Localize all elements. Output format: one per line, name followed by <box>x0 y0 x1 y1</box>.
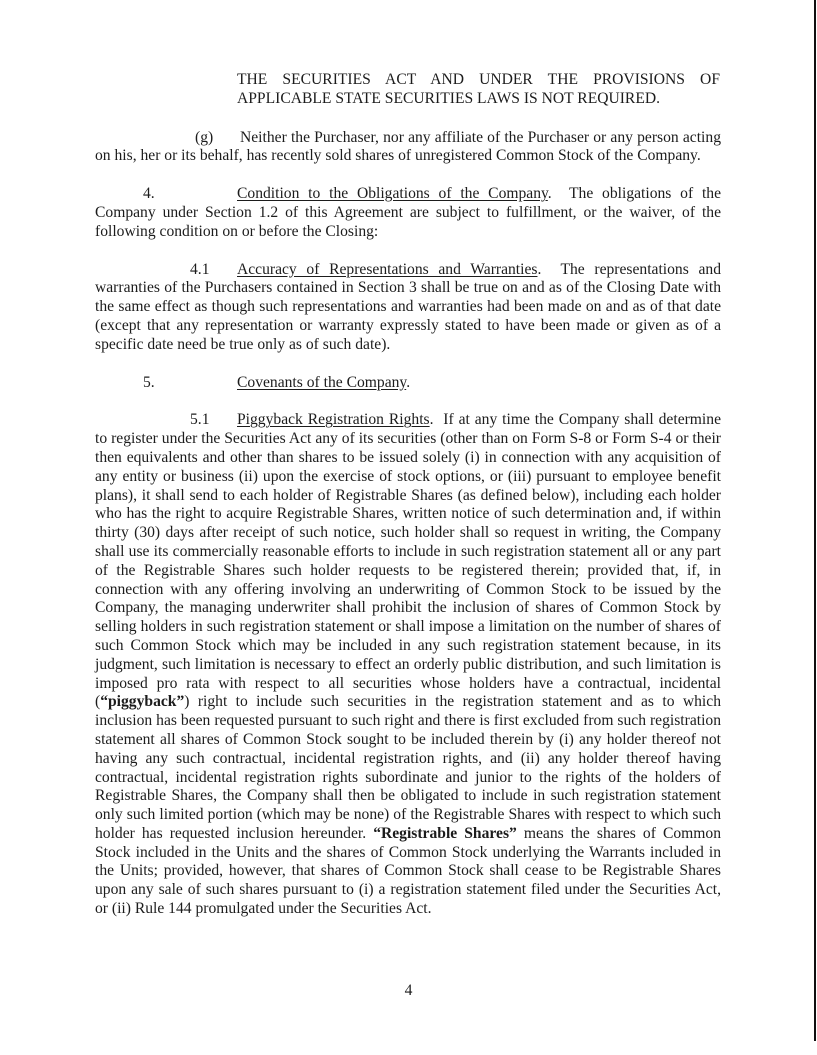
scan-edge-line <box>814 0 816 1041</box>
section-5-1-heading: Piggyback Registration Rights <box>237 411 430 429</box>
page-number: 4 <box>404 982 413 999</box>
section-5 <box>95 374 721 393</box>
section-4-1-text: . The representations and warranties of the Purchasers contained in Section 3 shall be true on and as of the Closing Date with the same effect as though such representations and warranties had been made on and as of that date (except that any representation or warranty expressly stated to have been made or given as of a specific date need be true only as of such date). <box>95 260 721 353</box>
section-5-1-text-2: ) right to include such securities in the registration statement and as to which inclusion has been requested pursuant to such right and there is first excluded from such registration statement all shares of Common Stock sought to be included therein by (i) any holder thereof not having any such contractual, incidental registration rights, and (ii) any holder thereof having contractual, incidental registration rights subordinate and junior to the rights of the holders of Registrable Shares, the Company shall then be obligated to include in such registration statement only such limited portion (which may be none) of the Registrable Shares with respect to which such holder has requested inclusion hereunder. <box>95 693 721 842</box>
section-4 <box>95 185 721 241</box>
paragraph-g <box>95 129 721 167</box>
section-4-number: 4. <box>143 185 155 203</box>
section-5-1-text-1: . If at any time the Company shall determine to register under the Securities Act any of its securities (other than on Form S-8 or Form S-4 or their then equivalents and other than shares to be issued solely (i) in connection with any acquisition of any entity or business (ii) upon the exercise of stock options, or (iii) pursuant to employee benefit plans), it shall send to each holder of Registrable Shares (as defined below), including each holder who has the right to acquire Registrable Shares, written notice of such determination and, if within thirty (30) days after receipt of such notice, such holder shall so request in writing, the Company shall use its commercially reasonable efforts to include in such registration statement all or any part of the Registrable Shares such holder requests to be registered therein; provided that, if, in connection with any offering involving an underwriting of Common Stock to be issued by the Company, the managing underwriter shall prohibit the inclusion of shares of Common Stock by selling holders in such registration statement or shall impose a limitation on the number of shares of such Common Stock which may be included in any such registration statement because, in its judgment, such limitation is necessary to effect an orderly public distribution, and such limitation is imposed pro rata with respect to all securities whose holders have a contractual, incidental ( <box>95 411 721 711</box>
caps-line-1: THE SECURITIES ACT AND UNDER THE PROVISIONS OF <box>237 71 720 88</box>
document-body <box>95 0 721 919</box>
section-4-1-heading: Accuracy of Representations and Warranties <box>237 260 538 278</box>
section-4-1 <box>95 261 721 355</box>
paragraph-g-text: Neither the Purchaser, nor any affiliate of the Purchaser or any person acting on his, her or its behalf, has recently sold shares of unregistered Common Stock of the Company. <box>95 128 721 165</box>
section-4-heading: Condition to the Obligations of the Company <box>237 185 548 203</box>
caps-line-2: APPLICABLE STATE SECURITIES LAWS IS NOT REQUIRED. <box>237 89 661 107</box>
defined-term-registrable-shares: “Registrable Shares” <box>373 824 517 842</box>
section-5-heading: Covenants of the Company <box>237 373 407 391</box>
section-4-text: . The obligations of the Company under Section 1.2 of this Agreement are subject to fulfillment, or the waiver, of the following condition on or before the Closing: <box>95 185 721 240</box>
section-5-text: . <box>406 373 411 391</box>
paragraph-g-label: (g) <box>195 128 214 146</box>
uppercase-continuation-block <box>237 71 720 109</box>
section-5-number: 5. <box>143 373 155 391</box>
section-5-1-number: 5.1 <box>190 411 210 429</box>
defined-term-piggyback: “piggyback” <box>100 693 185 711</box>
section-5-1-text-3: means the shares of Common Stock included in the Units and the shares of Common Stock underlying the Warrants included in the Units; provided, however, that shares of Common Stock shall cease to be Registrable Shares upon any sale of such shares pursuant to (i) a registration statement filed under the Securities Act, or (ii) Rule 144 promulgated under the Securities Act. <box>95 824 721 918</box>
section-5-1 <box>95 411 721 919</box>
section-4-1-number: 4.1 <box>190 260 210 278</box>
